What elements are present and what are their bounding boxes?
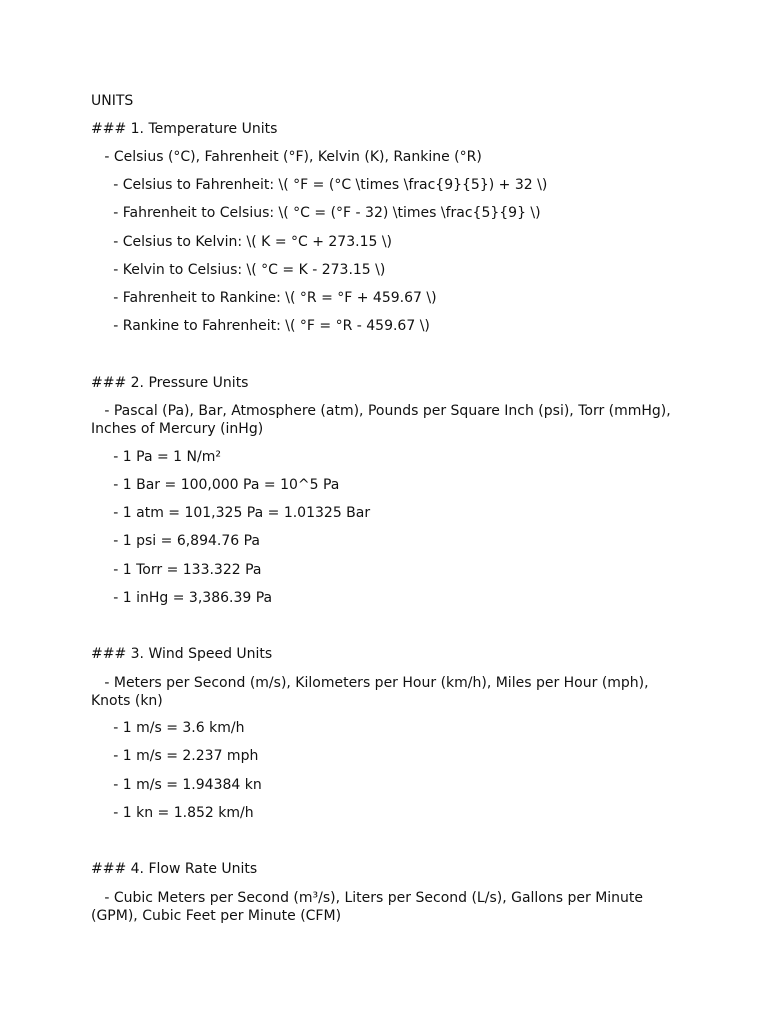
conversion-item: - Kelvin to Celsius: \( °C = K - 273.15 \) <box>91 262 386 278</box>
conversion-item: - 1 kn = 1.852 km/h <box>91 805 254 821</box>
conversion-item: - 1 atm = 101,325 Pa = 1.01325 Bar <box>91 505 371 521</box>
section-summary-wind-speed: - Meters per Second (m/s), Kilometers per Hour (km/h), Miles per Hour (mph), Knots (kn) <box>91 675 654 709</box>
section-summary-flow-rate: - Cubic Meters per Second (m³/s), Liters per Second (L/s), Gallons per Minute (GPM), Cubic Feet per Minute (CFM) <box>91 890 648 924</box>
section-heading-pressure: ### 2. Pressure Units <box>91 375 249 391</box>
section-heading-flow-rate: ### 4. Flow Rate Units <box>91 861 258 877</box>
conversion-item: - Celsius to Kelvin: \( K = °C + 273.15 \) <box>91 234 393 250</box>
conversion-item: - Rankine to Fahrenheit: \( °F = °R - 459.67 \) <box>91 318 430 334</box>
section-heading-wind-speed: ### 3. Wind Speed Units <box>91 646 273 662</box>
conversion-item: - 1 psi = 6,894.76 Pa <box>91 533 261 549</box>
conversion-item: - Celsius to Fahrenheit: \( °F = (°C \times \frac{9}{5}) + 32 \) <box>91 177 548 193</box>
conversion-item: - 1 Bar = 100,000 Pa = 10^5 Pa <box>91 477 340 493</box>
conversion-item: - 1 inHg = 3,386.39 Pa <box>91 590 273 606</box>
conversion-item: - 1 m/s = 2.237 mph <box>91 748 259 764</box>
conversion-item: - 1 Torr = 133.322 Pa <box>91 562 262 578</box>
section-heading-temperature: ### 1. Temperature Units <box>91 121 278 137</box>
conversion-item: - Fahrenheit to Rankine: \( °R = °F + 459.67 \) <box>91 290 437 306</box>
conversion-item: - 1 m/s = 1.94384 kn <box>91 777 262 793</box>
conversion-item: - 1 m/s = 3.6 km/h <box>91 720 245 736</box>
conversion-item: - Fahrenheit to Celsius: \( °C = (°F - 32) \times \frac{5}{9} \) <box>91 205 541 221</box>
section-summary-temperature: - Celsius (°C), Fahrenheit (°F), Kelvin (K), Rankine (°R) <box>91 149 482 165</box>
section-summary-pressure: - Pascal (Pa), Bar, Atmosphere (atm), Pounds per Square Inch (psi), Torr (mmHg), Inches of Mercury (inHg) <box>91 403 676 437</box>
document-title: UNITS <box>91 93 134 109</box>
conversion-item: - 1 Pa = 1 N/m² <box>91 449 221 465</box>
